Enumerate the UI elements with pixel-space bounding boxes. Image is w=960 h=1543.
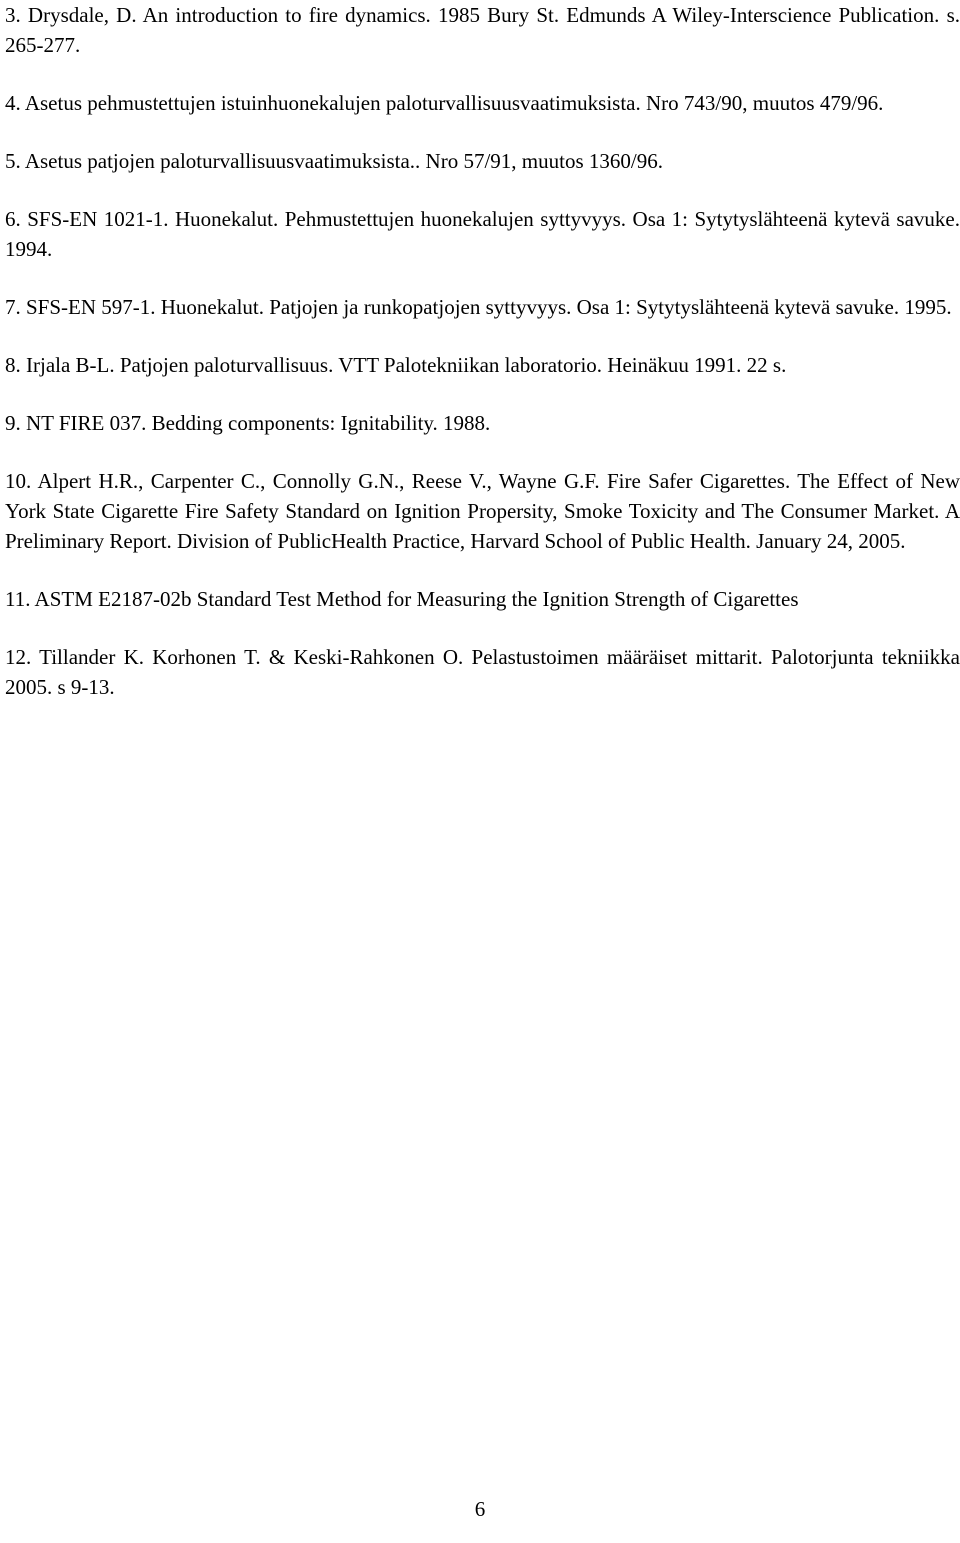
reference-item-12: 12. Tillander K. Korhonen T. & Keski-Rahkonen O. Pelastustoimen määräiset mittarit. Palotorjunta tekniikka 2005. s 9-13.: [5, 645, 960, 699]
reference-list: [5, 0, 960, 702]
reference-item-11: 11. ASTM E2187-02b Standard Test Method for Measuring the Ignition Strength of Cigarettes: [5, 587, 799, 611]
reference-item-10: 10. Alpert H.R., Carpenter C., Connolly G.N., Reese V., Wayne G.F. Fire Safer Cigarettes. The Effect of New York State Cigarette Fire Safety Standard on Ignition Propersity, Smoke Toxicity and The Consumer Market. A Preliminary Report. Division of PublicHealth Practice, Harvard School of Public Health. January 24, 2005.: [5, 469, 960, 553]
reference-item-7: 7. SFS-EN 597-1. Huonekalut. Patjojen ja runkopatjojen syttyvyys. Osa 1: Sytytyslähteenä kytevä savuke. 1995.: [5, 295, 952, 319]
reference-item-8: 8. Irjala B-L. Patjojen paloturvallisuus. VTT Palotekniikan laboratorio. Heinäkuu 1991. 22 s.: [5, 353, 787, 377]
page-number: 6: [474, 1497, 486, 1521]
reference-item-3: 3. Drysdale, D. An introduction to fire dynamics. 1985 Bury St. Edmunds A Wiley-Interscience Publication. s. 265-277.: [5, 3, 960, 57]
reference-item-9: 9. NT FIRE 037. Bedding components: Ignitability. 1988.: [5, 411, 491, 435]
reference-item-5: 5. Asetus patjojen paloturvallisuusvaatimuksista.. Nro 57/91, muutos 1360/96.: [5, 149, 663, 173]
reference-item-4: 4. Asetus pehmustettujen istuinhuonekalujen paloturvallisuusvaatimuksista. Nro 743/90, muutos 479/96.: [5, 91, 884, 115]
reference-item-6: 6. SFS-EN 1021-1. Huonekalut. Pehmustettujen huonekalujen syttyvyys. Osa 1: Sytytyslähteenä kytevä savuke. 1994.: [5, 207, 960, 261]
